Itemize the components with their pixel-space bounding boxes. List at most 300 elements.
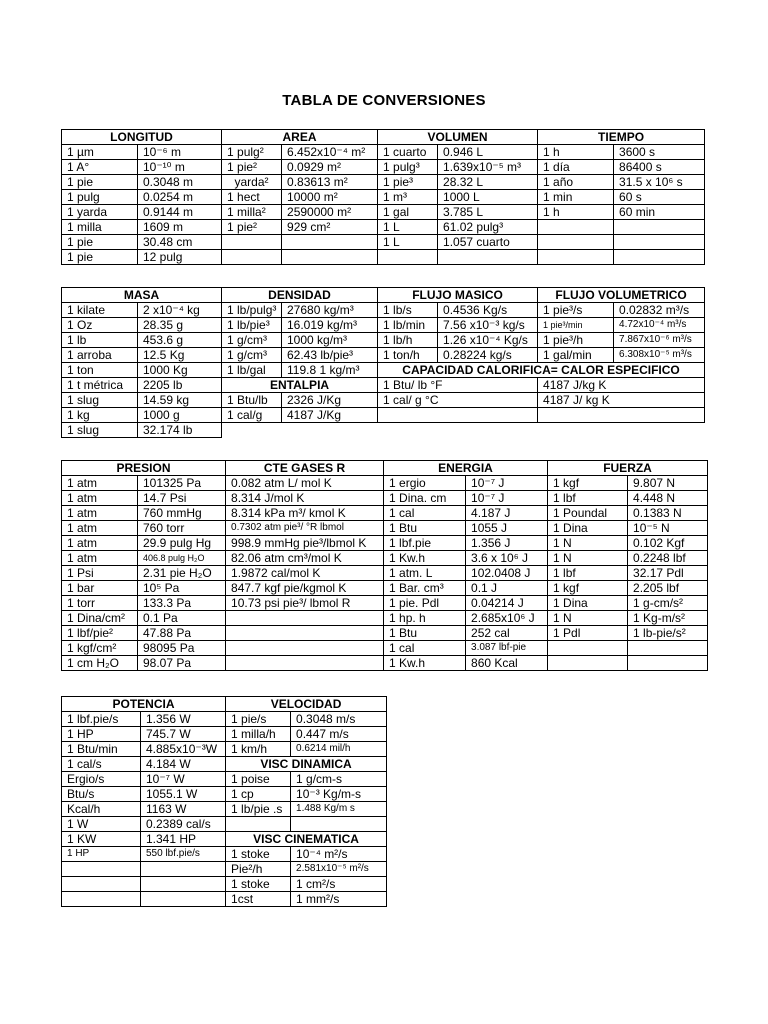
cell: 1 kg [62,408,138,423]
cell: 0.2389 cal/s [141,817,226,832]
cell: 1 atm [62,551,138,566]
table-row [62,235,705,250]
cell: 1 cuarto [378,145,438,160]
cell: 29.9 pulg Hg [138,536,226,551]
cell: 1163 W [141,802,226,817]
cell: 1 kgf/cm² [62,641,138,656]
cell: 1 N [548,611,628,626]
table-row [62,772,387,787]
cell [226,817,291,832]
cell: 998.9 mmHg pie³/lbmol K [226,536,384,551]
cell: 1 slug [62,423,138,438]
cell: 1 pie [62,235,138,250]
cell: 4187 J/kg K [538,378,705,393]
cell [628,656,708,671]
cell: 1 milla [62,220,138,235]
table-row [62,205,705,220]
cell: 61.02 pulg³ [438,220,538,235]
cell: 0.1 Pa [138,611,226,626]
cell: 0.102 Kgf [628,536,708,551]
cell: 1 stoke [226,847,291,862]
cell: 1 h [538,205,614,220]
cell: 6.308x10⁻⁵ m³/s [614,348,705,363]
cell: 1 km/h [226,742,291,757]
cell: 0.447 m/s [291,727,387,742]
cell: 1 cal/g [222,408,282,423]
cell: 10⁻³ Kg/m-s [291,787,387,802]
cell: 1055 J [466,521,548,536]
table-row [62,712,387,727]
table-row [62,348,705,363]
cell: 860 Kcal [466,656,548,671]
cell [538,235,614,250]
cell: 32.17 Pdl [628,566,708,581]
cell: 4.72x10⁻⁴ m³/s [614,318,705,333]
header-cte-gases: CTE GASES R [226,461,384,476]
cell: Pie²/h [226,862,291,877]
cell [226,641,384,656]
cell: 1 cal [384,506,466,521]
header-flujo-volumetrico: FLUJO VOLUMETRICO [538,288,705,303]
cell: 745.7 W [141,727,226,742]
cell: 1 pie [62,175,138,190]
cell: 1 pie. Pdl [384,596,466,611]
cell: 119.8 1 kg/m³ [282,363,378,378]
table-row [62,877,387,892]
table-longitud-area-volumen-tiempo [61,129,705,265]
header-densidad: DENSIDAD [222,288,378,303]
table-row [62,862,387,877]
cell: 1 Pdl [548,626,628,641]
table-row [62,378,705,393]
table-header-row [62,461,708,476]
cell [141,877,226,892]
cell: 10⁻⁷ J [466,491,548,506]
cell: 1 lbf/pie² [62,626,138,641]
cell: 1 m³ [378,190,438,205]
cell: 3600 s [614,145,705,160]
cell: 1 Kw.h [384,656,466,671]
cell: 1 lbf.pie/s [62,712,141,727]
cell: 0.28224 kg/s [438,348,538,363]
cell: 1 pulg [62,190,138,205]
cell: 1 yarda [62,205,138,220]
table-potencia-velocidad-viscosidad [61,696,387,907]
cell: 10⁻¹⁰ m [138,160,222,175]
cell [548,656,628,671]
cell: 1 lb/s [378,303,438,318]
cell: 1 lb [62,333,138,348]
cell: 4.187 J [466,506,548,521]
cell [614,220,705,235]
table-header-row [62,288,705,303]
table-row [62,363,705,378]
cell: 0.1 J [466,581,548,596]
table-row [62,175,705,190]
cell: 1 slug [62,393,138,408]
cell: 1 W [62,817,141,832]
cell: 1 pie³/min [538,318,614,333]
cell: 101325 Pa [138,476,226,491]
cell: 1 atm [62,506,138,521]
cell: Btu/s [62,787,141,802]
cell: 47.88 Pa [138,626,226,641]
cell: 2326 J/Kg [282,393,378,408]
cell: 1 Btu/ lb °F [378,378,538,393]
table-row [62,318,705,333]
header-capacidad-calorifica: CAPACIDAD CALORIFICA= CALOR ESPECIFICO [378,363,705,378]
cell: 1 cal [384,641,466,656]
table-row [62,581,708,596]
cell: 14.59 kg [138,393,222,408]
cell [226,626,384,641]
cell: 760 mmHg [138,506,226,521]
table-row [62,742,387,757]
cell: 1 pie³/s [538,303,614,318]
cell: 1 mm²/s [291,892,387,907]
table-header-row [62,130,705,145]
cell: 1 Bar. cm³ [384,581,466,596]
cell: 1 Dina [548,596,628,611]
cell: 62.43 lb/pie³ [282,348,378,363]
cell: 1 kgf [548,476,628,491]
cell: 1 HP [62,847,141,862]
cell: 1 Psi [62,566,138,581]
cell: 1 lb/pie .s [226,802,291,817]
cell: 16.019 kg/m³ [282,318,378,333]
cell: 2.205 lbf [628,581,708,596]
cell: 98095 Pa [138,641,226,656]
table-row [62,506,708,521]
cell: 1 lb-pie/s² [628,626,708,641]
cell: Ergio/s [62,772,141,787]
cell: 12 pulg [138,250,222,265]
cell: 1.639x10⁻⁵ m³ [438,160,538,175]
table-header-row [62,697,387,712]
table-row [62,491,708,506]
cell: 1 cm H₂O [62,656,138,671]
cell: 4.184 W [141,757,226,772]
header-flujo-masico: FLUJO MASICO [378,288,538,303]
cell: 1 año [538,175,614,190]
table-row [62,626,708,641]
cell: 0.2248 lbf [628,551,708,566]
cell: 28.35 g [138,318,222,333]
cell: 1 lb/h [378,333,438,348]
table-row [62,847,387,862]
cell: 1 ergio [384,476,466,491]
table-row [62,641,708,656]
cell: 1 Btu [384,626,466,641]
cell: 3.6 x 10⁶ J [466,551,548,566]
cell [378,408,538,423]
cell: 1 Oz [62,318,138,333]
cell: 1 N [548,536,628,551]
cell: 1 KW [62,832,141,847]
cell: 1 Dina/cm² [62,611,138,626]
cell: 1.26 x10⁻⁴ Kg/s [438,333,538,348]
table-row [62,787,387,802]
cell: 1000 L [438,190,538,205]
cell: 1.356 W [141,712,226,727]
cell: 1 hect [222,190,282,205]
table-row [62,476,708,491]
cell: 847.7 kgf pie/kgmol K [226,581,384,596]
cell: 12.5 Kg [138,348,222,363]
table-presion-gases-energia-fuerza [61,460,708,671]
cell: 4187 J/ kg K [538,393,705,408]
cell: 0.0254 m [138,190,222,205]
cell: 3.087 lbf-pie [466,641,548,656]
cell: 1 g-cm/s² [628,596,708,611]
cell: 760 torr [138,521,226,536]
cell: 1 bar [62,581,138,596]
cell: 1 Btu/lb [222,393,282,408]
cell: 1 pulg² [222,145,282,160]
cell: 31.5 x 10⁶ s [614,175,705,190]
cell [222,235,282,250]
table-row [62,802,387,817]
cell: 1000 Kg [138,363,222,378]
cell: 0.02832 m³/s [614,303,705,318]
cell: 1 cp [226,787,291,802]
cell: 1 hp. h [384,611,466,626]
cell [222,250,282,265]
cell: 1 pie³/h [538,333,614,348]
cell: 1 pie/s [226,712,291,727]
cell: 1 atm [62,491,138,506]
cell: 1 Dina [548,521,628,536]
cell: 133.3 Pa [138,596,226,611]
cell: 1 cm²/s [291,877,387,892]
cell: 1 milla/h [226,727,291,742]
cell: 7.867x10⁻⁶ m³/s [614,333,705,348]
cell: 1 atm. L [384,566,466,581]
table-row [62,423,705,438]
cell: 1.9872 cal/mol K [226,566,384,581]
cell [62,892,141,907]
header-velocidad: VELOCIDAD [226,697,387,712]
cell: 8.314 kPa m³/ kmol K [226,506,384,521]
cell: 27680 kg/m³ [282,303,378,318]
cell: 1 Btu/min [62,742,141,757]
cell: 1055.1 W [141,787,226,802]
cell: 1.488 Kg/m s [291,802,387,817]
cell [291,817,387,832]
cell: 1 lb/gal [222,363,282,378]
cell: 2590000 m² [282,205,378,220]
cell [614,250,705,265]
table-row [62,566,708,581]
cell [538,220,614,235]
cell: 2.685x10⁶ J [466,611,548,626]
cell: 1 poise [226,772,291,787]
table-row [62,611,708,626]
header-visc-dinamica: VISC DINAMICA [226,757,387,772]
header-longitud: LONGITUD [62,130,222,145]
cell: 0.082 atm L/ mol K [226,476,384,491]
cell: 10⁻⁵ N [628,521,708,536]
cell [226,656,384,671]
cell: 0.3048 m/s [291,712,387,727]
cell: 86400 s [614,160,705,175]
cell: 1 atm [62,536,138,551]
cell: 0.7302 atm pie³/ °R lbmol [226,521,384,536]
cell: 28.32 L [438,175,538,190]
cell: 1 L [378,235,438,250]
cell: 0.946 L [438,145,538,160]
table-row [62,303,705,318]
cell: 7.56 x10⁻³ kg/s [438,318,538,333]
cell [538,408,705,423]
cell: 10⁻⁴ m²/s [291,847,387,862]
cell: 1 Poundal [548,506,628,521]
cell: 0.04214 J [466,596,548,611]
cell: 98.07 Pa [138,656,226,671]
cell: 1 pulg³ [378,160,438,175]
table-row [62,727,387,742]
cell: 1 kgf [548,581,628,596]
table-row [62,250,705,265]
table-row [62,393,705,408]
cell: 10.73 psi pie³/ lbmol R [226,596,384,611]
cell: 1 lbf [548,566,628,581]
cell [438,250,538,265]
header-volumen: VOLUMEN [378,130,538,145]
cell: 1 lbf.pie [384,536,466,551]
cell: 1 ton [62,363,138,378]
cell: 1 stoke [226,877,291,892]
cell: 1 milla² [222,205,282,220]
table-row [62,333,705,348]
table-masa-densidad-flujo [61,287,705,438]
cell: 10⁻⁶ m [138,145,222,160]
table-row [62,521,708,536]
cell: 60 min [614,205,705,220]
cell: 1 cal/ g °C [378,393,538,408]
table-row [62,408,705,423]
cell: 0.4536 Kg/s [438,303,538,318]
cell: 1 arroba [62,348,138,363]
cell [62,862,141,877]
cell: 1 lb/pie³ [222,318,282,333]
cell: 0.3048 m [138,175,222,190]
cell: 60 s [614,190,705,205]
cell: yarda² [222,175,282,190]
header-fuerza: FUERZA [548,461,708,476]
cell: 1.057 cuarto [438,235,538,250]
cell: 1 día [538,160,614,175]
table-row [62,551,708,566]
cell [226,611,384,626]
cell: 1 gal [378,205,438,220]
cell: 1 L [378,220,438,235]
header-masa: MASA [62,288,222,303]
cell [614,235,705,250]
cell: 1 g/cm³ [222,348,282,363]
cell: 1 min [538,190,614,205]
cell: 1 ton/h [378,348,438,363]
table-row [62,145,705,160]
cell: 1609 m [138,220,222,235]
cell: 1cst [226,892,291,907]
cell: 1.341 HP [141,832,226,847]
cell: 10000 m² [282,190,378,205]
header-presion: PRESION [62,461,226,476]
cell: 1 t métrica [62,378,138,393]
cell: 10⁻⁷ J [466,476,548,491]
cell: 550 lbf.pie/s [141,847,226,862]
header-visc-cinematica: VISC CINEMATICA [226,832,387,847]
cell: 0.83613 m² [282,175,378,190]
cell: 1 Btu [384,521,466,536]
cell: 4.885x10⁻³W [141,742,226,757]
cell: 9.807 N [628,476,708,491]
cell [141,892,226,907]
cell [378,250,438,265]
table-row [62,656,708,671]
cell: Kcal/h [62,802,141,817]
table-row [62,757,387,772]
table-row [62,817,387,832]
cell: 1 µm [62,145,138,160]
cell: 1 cal/s [62,757,141,772]
cell: 1 HP [62,727,141,742]
cell [548,641,628,656]
cell: 1 lb/pulg³ [222,303,282,318]
cell: 102.0408 J [466,566,548,581]
table-row [62,160,705,175]
cell [282,235,378,250]
cell: 1 atm [62,476,138,491]
cell: 10⁻⁷ W [141,772,226,787]
cell: 1 pie² [222,220,282,235]
cell: 1 lbf [548,491,628,506]
cell: 30.48 cm [138,235,222,250]
cell: 4.448 N [628,491,708,506]
cell: 0.6214 mil/h [291,742,387,757]
cell [62,877,141,892]
cell: 1.356 J [466,536,548,551]
cell: 2205 lb [138,378,222,393]
cell: 10⁵ Pa [138,581,226,596]
table-row [62,832,387,847]
cell: 0.0929 m² [282,160,378,175]
cell: 1 gal/min [538,348,614,363]
cell: 3.785 L [438,205,538,220]
cell: 4187 J/Kg [282,408,378,423]
cell: 252 cal [466,626,548,641]
table-row [62,220,705,235]
cell: 1 A° [62,160,138,175]
cell: 1 pie [62,250,138,265]
cell: 1 kilate [62,303,138,318]
cell: 1 pie² [222,160,282,175]
cell: 1 torr [62,596,138,611]
cell: 2 x10⁻⁴ kg [138,303,222,318]
cell: 1 g/cm³ [222,333,282,348]
cell: 1 atm [62,521,138,536]
cell: 1000 g [138,408,222,423]
cell: 1 N [548,551,628,566]
cell: 32.174 lb [138,423,222,438]
cell: 1000 kg/m³ [282,333,378,348]
cell: 6.452x10⁻⁴ m² [282,145,378,160]
cell: 0.1383 N [628,506,708,521]
table-row [62,536,708,551]
table-row [62,190,705,205]
cell: 1 pie³ [378,175,438,190]
